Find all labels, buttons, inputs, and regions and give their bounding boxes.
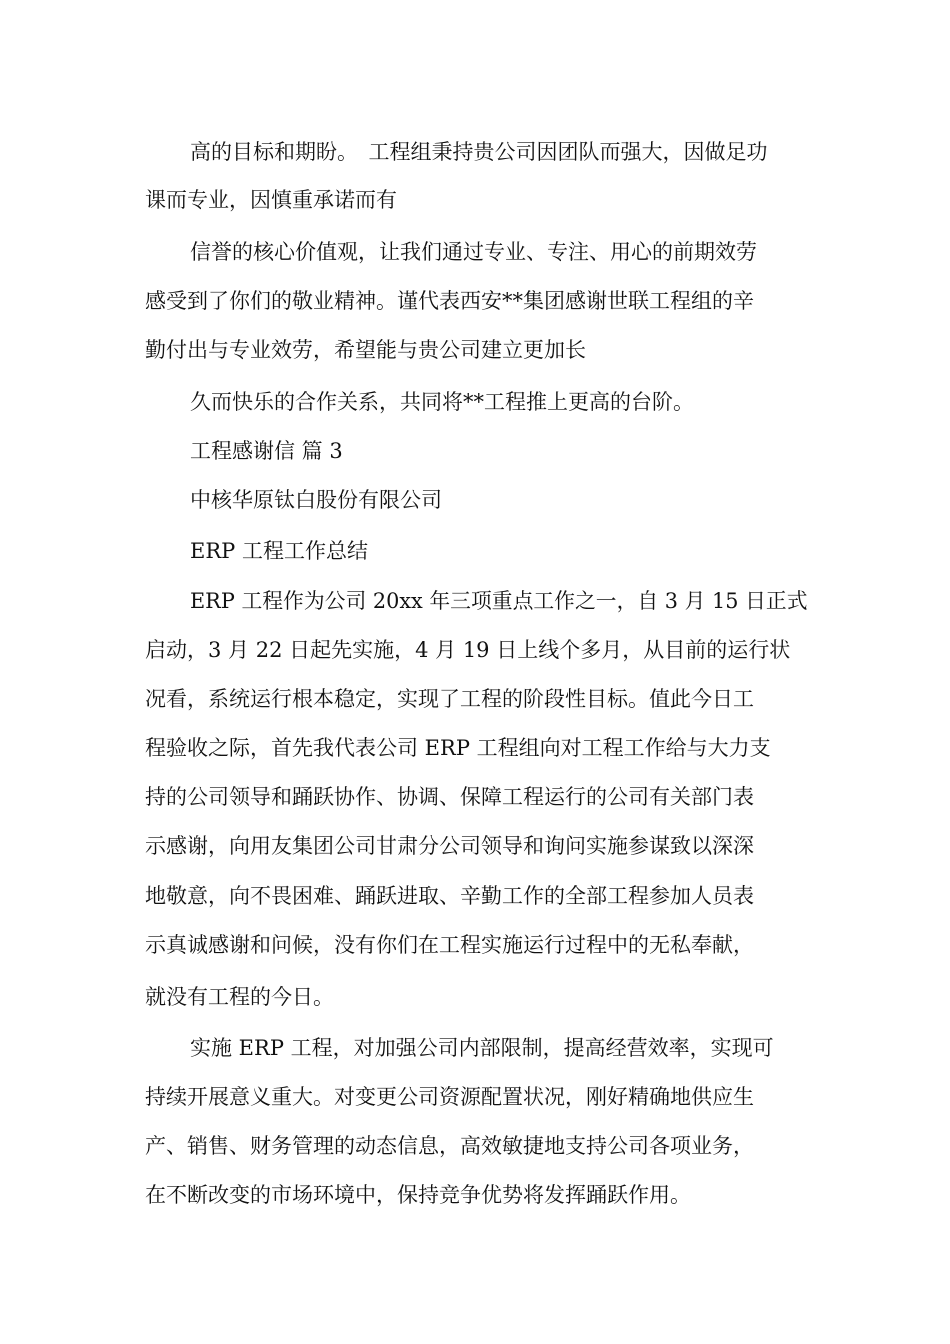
text-line: 示感谢，向用友集团公司甘肃分公司领导和询问实施参谋致以深深 — [145, 834, 754, 858]
text-line: 在不断改变的市场环境中，保持竞争优势将发挥踊跃作用。 — [145, 1183, 691, 1207]
text-line: 久而快乐的合作关系，共同将**工程推上更高的台阶。 — [190, 390, 694, 414]
text-line: 示真诚感谢和问候，没有你们在工程实施运行过程中的无私奉献， — [145, 933, 754, 957]
text-line: 况看，系统运行根本稳定，实现了工程的阶段性目标。值此今日工 — [145, 687, 754, 711]
text-line: ERP 工程作为公司 20xx 年三项重点工作之一，自 3 月 15 日正式 — [190, 589, 808, 613]
text-line: 持续开展意义重大。对变更公司资源配置状况，刚好精确地供应生 — [145, 1085, 754, 1109]
section-title: 工程感谢信 篇 3 — [190, 439, 343, 463]
text-line: 产、销售、财务管理的动态信息，高效敏捷地支持公司各项业务， — [145, 1134, 754, 1158]
text-line: 勤付出与专业效劳，希望能与贵公司建立更加长 — [145, 338, 586, 362]
text-line: 地敬意，向不畏困难、踊跃进取、辛勤工作的全部工程参加人员表 — [145, 884, 754, 908]
company-name: 中核华原钛白股份有限公司 — [190, 488, 442, 512]
text-line: 程验收之际，首先我代表公司 ERP 工程组向对工程工作给与大力支 — [145, 736, 771, 760]
text-line: 感受到了你们的敬业精神。谨代表西安**集团感谢世联工程组的辛 — [145, 289, 754, 313]
document-subtitle: ERP 工程工作总结 — [190, 539, 368, 563]
text-line: 信誉的核心价值观，让我们通过专业、专注、用心的前期效劳 — [190, 240, 757, 264]
text-line: 课而专业，因慎重承诺而有 — [145, 188, 397, 212]
text-line: 就没有工程的今日。 — [145, 985, 334, 1009]
text-line: 启动，3 月 22 日起先实施，4 月 19 日上线个多月，从目前的运行状 — [145, 638, 791, 662]
text-line: 实施 ERP 工程，对加强公司内部限制，提高经营效率，实现可 — [190, 1036, 774, 1060]
text-line: 持的公司领导和踊跃协作、协调、保障工程运行的公司有关部门表 — [145, 785, 754, 809]
text-line: 高的目标和期盼。 工程组秉持贵公司因团队而强大，因做足功 — [190, 140, 768, 164]
